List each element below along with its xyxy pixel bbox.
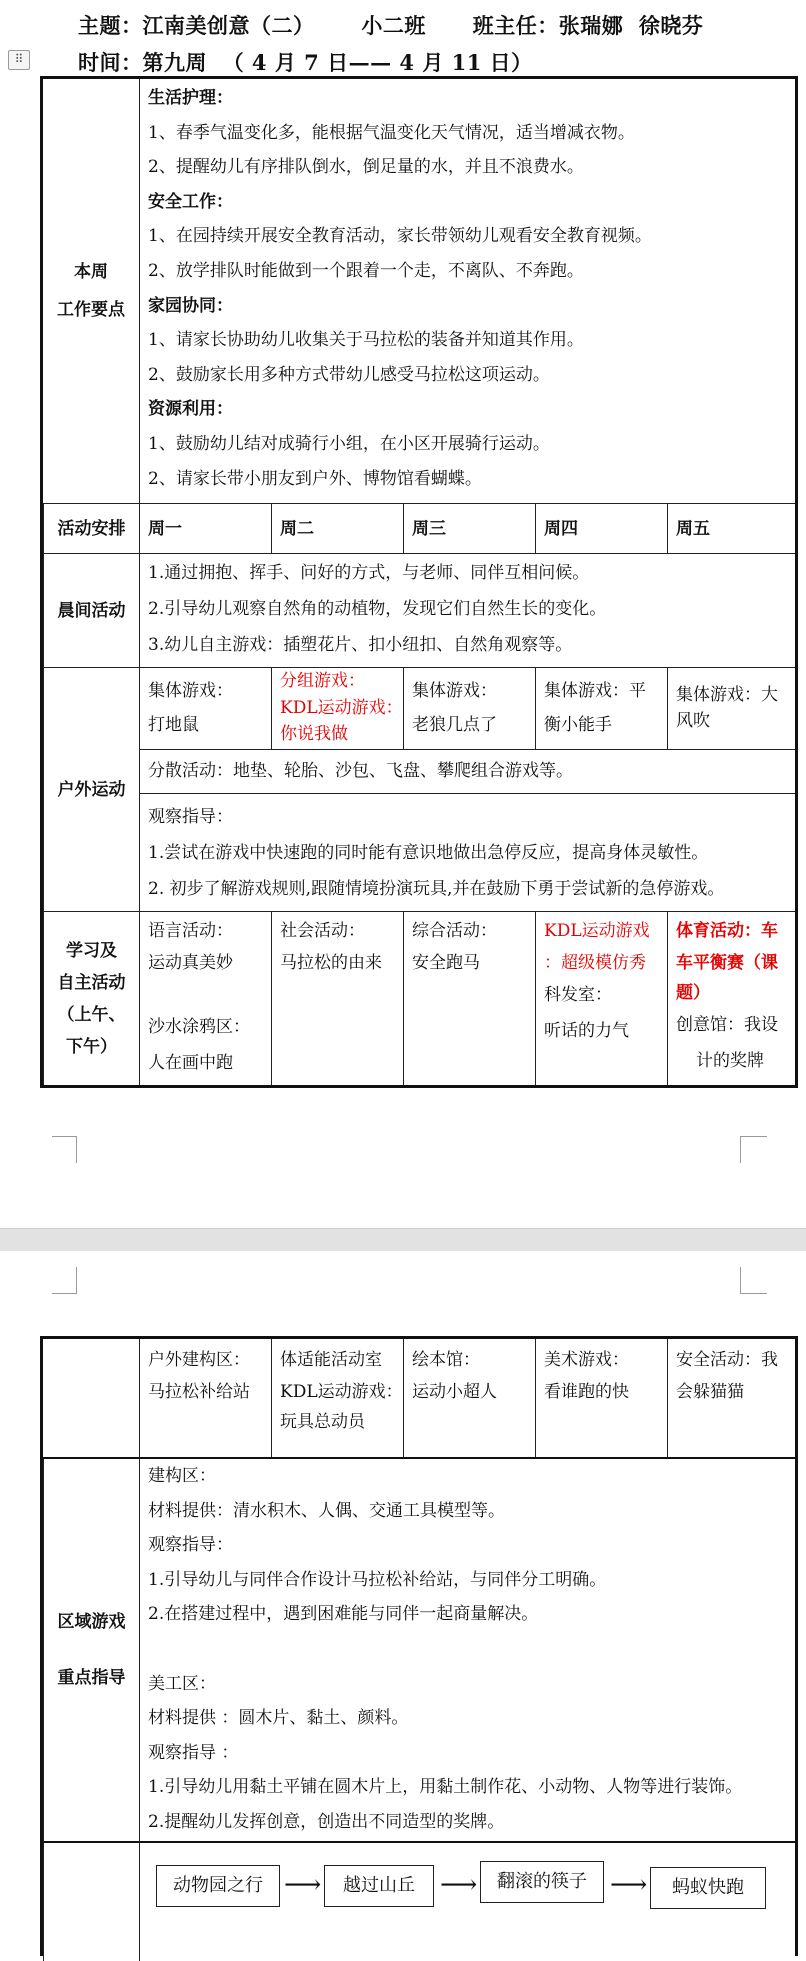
learning-fri: 体育活动：车 车平衡赛（课 题） 创意馆：我设 计的奖牌 [667, 911, 795, 1085]
outdoor-label: 户外运动 [43, 667, 139, 911]
header-theme: 主题：江南美创意（二） 小二班 班主任：张瑞娜 徐晓芬 [78, 13, 704, 38]
focus-heading: 安全工作： [148, 191, 233, 212]
outdoor-thu: 集体游戏：平 衡小能手 [535, 667, 667, 749]
flow-step-1: 动物园之行 [156, 1865, 280, 1907]
area-line: 材料提供：清水积木、人偶、交通工具模型等。 [148, 1500, 505, 1521]
focus-heading: 生活护理： [148, 88, 233, 108]
page-separator [0, 1228, 806, 1252]
flow-step-3: 翻滚的筷子 [480, 1861, 604, 1903]
flow-arrow-1: ⟶ [284, 1870, 322, 1900]
p2-tue: 体适能活动室 KDL运动游戏： 玩具总动员 [271, 1339, 403, 1457]
focus-content [139, 79, 795, 503]
learning-thu: KDL运动游戏 ：超级模仿秀 科发室： 听话的力气 [535, 911, 667, 1085]
plan-table [40, 76, 798, 1088]
crop-mark-bottom-right [740, 1136, 767, 1163]
crop-mark-bottom-left [52, 1136, 77, 1163]
flow-arrow-2: ⟶ [440, 1870, 478, 1900]
day-mon: 周一 [139, 503, 271, 553]
crop-mark-top-right [740, 1267, 767, 1294]
p2-wed: 绘本馆： 运动小超人 [403, 1339, 535, 1457]
area-line: 2.提醒幼儿发挥创意，创造出不同造型的奖牌。 [148, 1812, 505, 1832]
p2-fri: 安全活动：我 会躲猫猫 [667, 1339, 795, 1457]
area-line: 2.在搭建过程中，遇到困难能与同伴一起商量解决。 [148, 1604, 539, 1625]
morning-label: 晨间活动 [43, 553, 139, 667]
outdoor-tue: 分组游戏： KDL运动游戏： 你说我做 [271, 667, 403, 749]
flow-label-cell [43, 1841, 139, 1961]
outdoor-guide: 观察指导： 1.尝试在游戏中快速跑的同时能有意识地做出急停反应，提高身体灵敏性。 2. 初步了解游戏规则,跟随情境扮演玩具,并在鼓励下勇于尝试新的急停游戏。 [139, 793, 795, 911]
schedule-label: 活动安排 [43, 503, 139, 553]
learning-tue: 社会活动： 马拉松的由来 [271, 911, 403, 1085]
p2-thu: 美术游戏： 看谁跑的快 [535, 1339, 667, 1457]
learning-mon: 语言活动： 运动真美妙 沙水涂鸦区： 人在画中跑 [139, 911, 271, 1085]
plan-table-continued [40, 1336, 798, 1956]
focus-heading: 资源利用： [148, 399, 233, 420]
crop-mark-top-left [52, 1267, 77, 1294]
flow-step-4: 蚂蚁快跑 [650, 1867, 766, 1909]
focus-item: 2、请家长带小朋友到户外、博物馆看蝴蝶。 [148, 468, 482, 489]
area-content [139, 1457, 795, 1841]
focus-heading: 家园协同： [148, 295, 233, 316]
flow-step-2: 越过山丘 [324, 1865, 434, 1907]
area-line: 1.引导幼儿用黏土平铺在圆木片上，用黏土制作花、小动物、人物等进行装饰。 [148, 1777, 743, 1798]
flow-cell [139, 1841, 795, 1961]
day-fri: 周五 [667, 503, 795, 553]
label-continued [43, 1339, 139, 1457]
focus-item: 1、在园持续开展安全教育活动，家长带领幼儿观看安全教育视频。 [148, 226, 652, 247]
focus-label: 本周 工作要点 [57, 262, 125, 320]
area-label: 区域游戏 重点指导 [43, 1457, 139, 1841]
p2-mon: 户外建构区： 马拉松补给站 [139, 1339, 271, 1457]
outdoor-mon: 集体游戏： 打地鼠 [139, 667, 271, 749]
focus-item: 2、提醒幼儿有序排队倒水，倒足量的水，并且不浪费水。 [148, 157, 584, 178]
area-line: 美工区： [148, 1673, 216, 1694]
area-line: 观察指导： [148, 1535, 233, 1556]
day-thu: 周四 [535, 503, 667, 553]
area-line: 建构区： [148, 1466, 216, 1486]
page-2 [0, 1251, 806, 1938]
focus-item: 1、请家长协助幼儿收集关于马拉松的装备并知道其作用。 [148, 330, 584, 351]
focus-item: 2、放学排队时能做到一个跟着一个走，不离队、不奔跑。 [148, 261, 584, 281]
outdoor-scattered: 分散活动：地垫、轮胎、沙包、飞盘、攀爬组合游戏等。 [139, 749, 795, 793]
focus-item: 2、鼓励家长用多种方式带幼儿感受马拉松这项运动。 [148, 364, 550, 385]
header-week: 时间：第九周 （ 4 月 7 日—— 4 月 11 日） [78, 50, 533, 75]
focus-item: 1、鼓励幼儿结对成骑行小组，在小区开展骑行运动。 [148, 434, 550, 454]
day-tue: 周二 [271, 503, 403, 553]
area-line: 观察指导 ： [148, 1742, 239, 1763]
focus-item: 1、春季气温变化多，能根据气温变化天气情况，适当增减衣物。 [148, 122, 635, 143]
outdoor-fri: 集体游戏：大 风吹 [667, 667, 795, 749]
table-move-handle-icon[interactable]: ⠿ [8, 50, 30, 70]
flow-arrow-3: ⟶ [610, 1870, 648, 1900]
area-line: 材料提供 ：圆木片、黏土、颜料。 [148, 1708, 409, 1729]
area-line: 1.引导幼儿与同伴合作设计马拉松补给站，与同伴分工明确。 [148, 1569, 607, 1590]
learning-wed: 综合活动： 安全跑马 [403, 911, 535, 1085]
morning-content: 1.通过拥抱、挥手、问好的方式，与老师、同伴互相问候。 2.引导幼儿观察自然角的动植物，发现它们自然生长的变化。 3.幼儿自主游戏：插塑花片、扣小纽扣、自然角观察等。 [139, 553, 795, 667]
learning-label: 学习及 自主活动 （上午、 下午） [43, 911, 139, 1085]
outdoor-wed: 集体游戏： 老狼几点了 [403, 667, 535, 749]
day-wed: 周三 [403, 503, 535, 553]
